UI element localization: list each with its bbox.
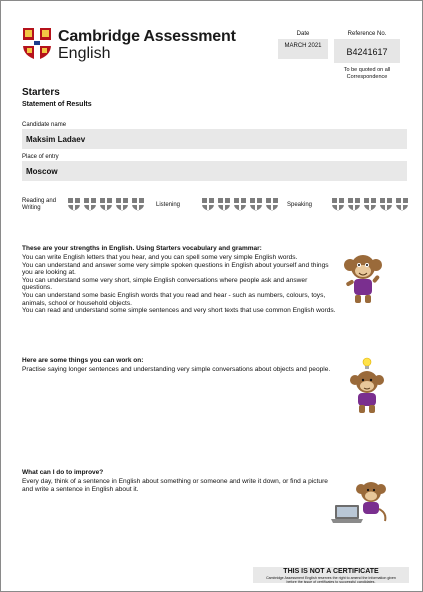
monkey-mascot-icon [341, 253, 385, 305]
shield-icon [99, 197, 113, 211]
shield-icon [347, 197, 361, 211]
shield-icon [83, 197, 97, 211]
skill-label-reading-writing [22, 198, 56, 212]
shield-icon [331, 197, 345, 211]
work-on-body [22, 366, 338, 374]
reference-value: B4241617 [334, 39, 400, 63]
strength-line: You can understand some basic English words that you read and hear - such as numbers, colours, toys, animals, school or household objects. [22, 291, 326, 307]
shield-icon [67, 197, 81, 211]
cert-note-line2: before the issue of certificates to successful candidates. [286, 580, 376, 584]
not-a-certificate-banner [253, 567, 409, 583]
shield-icon [379, 197, 393, 211]
skill-label-line2: Writing [22, 205, 41, 211]
brand-subname: English [58, 45, 111, 62]
date-value: MARCH 2021 [278, 39, 328, 59]
page-subtitle: Statement of Results [22, 101, 92, 108]
cert-note-line1: Cambridge Assessment English reserves the right to amend the information given [266, 576, 396, 580]
strengths-body [22, 254, 338, 315]
brand-name: Cambridge Assessment [58, 28, 236, 45]
reference-note [334, 67, 400, 81]
strength-line: You can write English letters that you hear, and you can spell some very simple English words. [22, 254, 298, 261]
shield-icon [115, 197, 129, 211]
reference-note-line2: Correspondence [346, 74, 388, 80]
work-on-heading: Here are some things you can work on: [22, 357, 144, 364]
shield-icon [131, 197, 145, 211]
shield-icon [363, 197, 377, 211]
skill-label-listening: Listening [156, 202, 181, 208]
reference-label: Reference No. [347, 31, 387, 37]
candidate-name-value: Maksim Ladaev [22, 129, 407, 149]
candidate-name-label: Candidate name [22, 122, 67, 128]
page-title: Starters [22, 87, 60, 98]
shields-speaking [331, 197, 409, 211]
skill-label-line1: Reading and [22, 198, 57, 204]
shield-icon [265, 197, 279, 211]
university-crest-icon [22, 27, 52, 61]
shield-icon [201, 197, 215, 211]
monkey-mascot-icon [347, 369, 387, 415]
improve-line: Every day, think of a sentence in English about something or someone and write it down, or find a picture and write a sentence in English about it. [22, 478, 328, 493]
cert-title: THIS IS NOT A CERTIFICATE [283, 568, 379, 575]
shield-icon [249, 197, 263, 211]
shields-listening [201, 197, 279, 211]
shield-icon [395, 197, 409, 211]
strength-line: You can understand some very short, simple English conversations where people ask and answer questions. [22, 276, 308, 292]
date-label: Date [296, 31, 310, 37]
shields-reading-writing [67, 197, 145, 211]
place-of-entry-value: Moscow [22, 161, 407, 181]
strengths-heading: These are your strengths in English. Using Starters vocabulary and grammar: [22, 245, 262, 252]
place-of-entry-label: Place of entry [22, 154, 59, 160]
improve-heading: What can I do to improve? [22, 469, 104, 476]
reference-note-line1: To be quoted on all [343, 67, 391, 73]
strength-line: You can read and understand some simple sentences and very short texts that use common English words. [22, 307, 336, 315]
strength-line: You can understand and answer some very simple spoken questions in English about yourself and things you are looking at. [22, 261, 329, 277]
cert-note [253, 576, 409, 584]
work-on-line: Practise saying longer sentences and understanding very simple conversations about objects and people. [22, 366, 331, 373]
shield-icon [217, 197, 231, 211]
skill-label-speaking: Speaking [287, 202, 313, 208]
laptop-icon [331, 479, 389, 525]
shield-icon [233, 197, 247, 211]
improve-body [22, 478, 338, 493]
